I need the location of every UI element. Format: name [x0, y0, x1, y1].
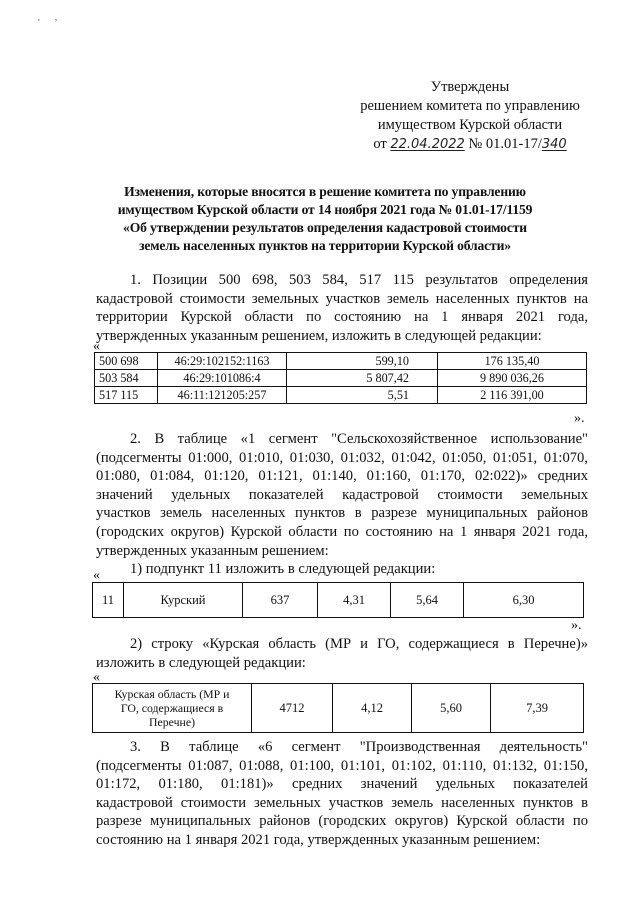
section-3-line-6: состоянию на 1 января 2021 года, утвержденных указанным решением: — [96, 831, 541, 848]
section-2b-line-2: изложить в следующей редакции: — [96, 654, 306, 671]
handwritten-date: 22.04.2022 — [390, 137, 465, 152]
table-cell: 46:29:101086:4 — [158, 370, 287, 387]
section-1-line-1: 1. Позиции 500 698, 503 584, 517 115 результатов определения — [130, 272, 588, 288]
table-cell: 503 584 — [95, 370, 158, 387]
table-cell: 9 890 036,26 — [438, 370, 587, 387]
table-cell: 4,12 — [333, 684, 412, 733]
scan-artifact: ' ʼ — [38, 18, 64, 29]
section-2-line-3: 01:080, 01:084, 01:120, 01:121, 01:140, 01:160, 01:170, 02:022)» средних — [96, 468, 588, 485]
table-cell: 2 116 391,00 — [438, 387, 587, 404]
table-cell: 4712 — [252, 684, 333, 733]
table-cell: 500 698 — [95, 353, 158, 370]
table-cell: 599,10 — [287, 353, 438, 370]
table-cell: 7,39 — [491, 684, 584, 733]
region-name-line-1: Курская область (МР и — [114, 687, 230, 701]
approval-line-1: Утверждены — [430, 79, 510, 95]
table-cell-region-name — [93, 684, 252, 733]
section-2-line-4: значений удельных показателей кадастровой стоимости земельных — [96, 486, 588, 503]
table-cell: 637 — [243, 583, 318, 618]
section-3-line-4: кадастровой стоимости земельных участков земель населенных пунктов в — [96, 794, 588, 811]
table-row — [95, 387, 587, 404]
quote-open-2: « — [93, 568, 100, 583]
table-row — [93, 583, 584, 618]
quote-close-1: ». — [574, 411, 585, 426]
section-1-line-2: кадастровой стоимости земельных участков земель населенных пунктов на — [96, 290, 588, 307]
document-title — [70, 183, 580, 255]
section-2-line-5: участков земель населенных пунктов в разрезе муниципальных районов — [96, 505, 588, 522]
table-kursk-region-row — [92, 683, 584, 733]
section-2-line-2: (подсегменты 01:000, 01:010, 01:030, 01:032, 01:042, 01:050, 01:051, 01:070, — [96, 449, 588, 466]
title-line-2: имуществом Курской области от 14 ноября 2021 года № 01.01-17/1159 — [117, 202, 533, 217]
table-cell: 6,30 — [464, 583, 584, 618]
section-3-paragraph — [96, 738, 588, 850]
section-3-line-1: 3. В таблице «6 сегмент "Производственная деятельность" — [130, 739, 588, 755]
table-row — [93, 684, 584, 733]
section-1-line-3: территории Курской области по состоянию на 1 января 2021 года, — [96, 309, 588, 326]
table-row — [95, 370, 587, 387]
table-cell: 4,31 — [318, 583, 391, 618]
section-2-subitem-1: 1) подпункт 11 изложить в следующей редакции: — [130, 561, 436, 578]
approval-line-3: имуществом Курской области — [377, 117, 563, 133]
section-2b-paragraph — [96, 635, 588, 672]
quote-open-1: « — [93, 339, 100, 354]
number-prefix: № 01.01-17/ — [468, 136, 542, 152]
title-line-4: земель населенных пунктов на территории Курской области» — [139, 238, 511, 253]
table-cell: 5,64 — [391, 583, 464, 618]
section-2-line-6: (городских округов) Курской области по состоянию на 1 января 2021 года, — [96, 523, 588, 540]
table-row — [95, 353, 587, 370]
table-cadastral-values — [94, 352, 587, 404]
title-line-1: Изменения, которые вносятся в решение комитета по управлению — [124, 184, 526, 199]
table-cell: 46:11:121205:257 — [158, 387, 287, 404]
section-2b-line-1: 2) строку «Курская область (МР и ГО, содержащиеся в Перечне)» — [130, 636, 588, 652]
section-3-line-5: разрезе муниципальных районов (городских округов) Курской области по — [96, 813, 588, 830]
table-cell: 11 — [93, 583, 124, 618]
section-2-line-7: утвержденных указанным решением: — [96, 542, 329, 559]
table-cell: 176 135,40 — [438, 353, 587, 370]
section-2-paragraph — [96, 430, 588, 579]
region-name-line-2: ГО, содержащиеся в — [120, 701, 224, 715]
table-cell: 517 115 — [95, 387, 158, 404]
table-segment-1-kursky — [92, 582, 584, 618]
section-2-line-1: 2. В таблице «1 сегмент "Сельскохозяйственное использование" — [130, 431, 588, 447]
handwritten-number: 340 — [541, 137, 567, 152]
region-name-line-3: Перечне) — [148, 715, 195, 729]
title-line-3: «Об утверждении результатов определения кадастровой стоимости — [123, 220, 527, 235]
quote-open-3: « — [93, 670, 100, 685]
table-cell: 5,51 — [287, 387, 438, 404]
approval-block — [340, 78, 600, 154]
table-cell: 5,60 — [412, 684, 491, 733]
section-3-line-3: 01:172, 01:180, 01:181)» средних значений удельных показателей — [96, 776, 588, 793]
section-3-line-2: (подсегменты 01:087, 01:088, 01:100, 01:101, 01:102, 01:110, 01:132, 01:150, — [96, 757, 588, 774]
table-cell: 5 807,42 — [287, 370, 438, 387]
section-1-paragraph — [96, 271, 588, 345]
section-1-line-4: утвержденных указанным решением, изложить в следующей редакции: — [96, 327, 542, 344]
approval-date-line — [340, 135, 600, 154]
table-cell: Курский — [124, 583, 243, 618]
approval-line-2: решением комитета по управлению — [360, 98, 580, 114]
date-prefix: от — [373, 136, 387, 152]
quote-close-2: ». — [571, 618, 582, 633]
table-cell: 46:29:102152:1163 — [158, 353, 287, 370]
